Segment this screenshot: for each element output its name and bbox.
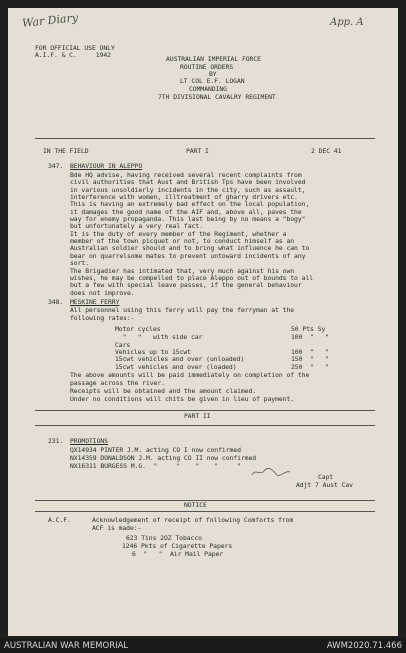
title-line: BY [209, 70, 217, 78]
body-line: but a few with special leave passes, if the general behaviour [70, 281, 302, 289]
order-number: 231. [48, 437, 64, 445]
title-line: 7TH DIVISIONAL CAVALRY REGIMENT [158, 93, 276, 101]
document-page [8, 8, 398, 636]
body-line: The above amounts will be paid immediately on completion of the [70, 371, 310, 379]
body-line: member of the town picquet or not, to conduct himself as an [70, 237, 295, 245]
title-line: COMMANDING [189, 85, 227, 93]
body-line: way for enemy propaganda. This last being by no means a "bogy" [70, 215, 306, 223]
rate-amount: 50 Pts Sy [291, 325, 326, 333]
body-line: Bde HQ advise, having received several recent complaints from [70, 171, 302, 179]
signature-scrawl [250, 466, 292, 478]
comfort-item: 1246 Pkts of Cigarette Papers [122, 542, 233, 550]
body-line: wishes, he may be compelled to place Aleppo out of bounds to all [70, 274, 314, 282]
body-line: following rates:- [70, 314, 135, 322]
body-line: passage across the river. [70, 379, 165, 387]
title-line: ROUTINE ORDERS [180, 63, 234, 71]
promotion-line: QX14934 PINTER J.M. acting CO I now confirmed [70, 446, 241, 454]
rate-amount: 250 " " [291, 363, 329, 371]
promotion-line: NX16311 BURGESS M.G. " " " " " [70, 462, 241, 470]
rate-amount: 100 " " [291, 333, 329, 341]
order-heading: PROMOTIONS [70, 437, 108, 445]
body-line: Receipts will be obtained and the amount claimed. [70, 387, 257, 395]
title-line: AUSTRALIAN IMPERIAL FORCE [166, 55, 261, 63]
body-line: but unfortunately a very real fact. [70, 222, 203, 230]
divider [35, 511, 375, 512]
footer-institution: AUSTRALIAN WAR MEMORIAL [4, 641, 129, 651]
reference-line: A.I.F. & C. 1942 [35, 51, 111, 59]
divider [35, 410, 375, 411]
order-number: 348. [48, 298, 64, 306]
order-heading: BEHAVIOUR IN ALEPPO [70, 162, 143, 170]
notice-label: A.C.F. [48, 516, 71, 524]
rate-item: Motor cycles [115, 325, 161, 333]
promotion-line: NX14359 DONALDSON J.M. acting CO II now confirmed [70, 454, 257, 462]
order-heading: MESKINE FERRY [70, 298, 120, 306]
order-date: 2 DEC 41 [311, 147, 342, 155]
rate-amount: 150 " " [291, 355, 329, 363]
signature-appointment: Adjt 7 Aust Cav [296, 481, 353, 489]
rate-item: 15cwt vehicles and over (loaded) [115, 363, 237, 371]
notice-line: Acknowledgement of receipt of following Comforts from [92, 516, 294, 524]
handwritten-appendix-mark: App. A [330, 17, 364, 28]
body-line: does not improve. [70, 289, 135, 297]
body-line: Under no conditions will chits be given in lieu of payment. [70, 395, 295, 403]
comfort-item: 623 Tins 2OZ Tobacco [126, 534, 202, 542]
body-line: The Brigadier has intimated that, very much against his own [70, 267, 295, 275]
body-line: This is having an extremely bad effect on the local population, [70, 200, 310, 208]
part-one-label: PART I [186, 147, 209, 155]
body-line: in various unsoldierly incidents in the city, such as assault, [70, 186, 306, 194]
comfort-item: 6 " " Air Mail Paper [132, 550, 224, 558]
title-line: LT COL E.F. LOGAN [180, 77, 245, 85]
order-number: 347. [48, 162, 64, 170]
divider [35, 138, 375, 139]
footer-accession-number: AWM2020.71.466 [326, 641, 402, 651]
body-line: All personnel using this ferry will pay the ferryman at the [70, 306, 295, 314]
location-label: IN THE FIELD [43, 147, 89, 155]
notice-line: ACF is made:- [92, 524, 142, 532]
rate-item: " " with side car [115, 333, 203, 341]
rate-item: 15cwt vehicles and over (unloaded) [115, 355, 245, 363]
classification-label: FOR OFFICIAL USE ONLY [35, 44, 115, 52]
body-line: Australian soldier should and to bring what influence he can to [70, 244, 310, 252]
body-line: civil authorities that Aust and British Tps have been involved [70, 178, 306, 186]
body-line: It is the duty of every member of the Regiment, whether a [70, 230, 287, 238]
handwritten-note-war-diary: War Diary [21, 11, 79, 30]
body-line: interference with women, illtreatment of gharry drivers etc. [70, 193, 298, 201]
signature-rank: Capt [318, 473, 334, 481]
notice-title: NOTICE [184, 501, 207, 509]
divider [35, 425, 375, 426]
body-line: sort. [70, 259, 89, 267]
body-line: bear on quarrelsome mates to prevent untoward incidents of any [70, 252, 306, 260]
rate-item: Cars [115, 341, 131, 349]
rate-amount: 100 " " [291, 348, 329, 356]
rate-item: Vehicles up to 15cwt [115, 348, 191, 356]
part-two-label: PART II [184, 412, 211, 420]
body-line: it damages the good name of the AIF and, above all, paves the [70, 208, 302, 216]
